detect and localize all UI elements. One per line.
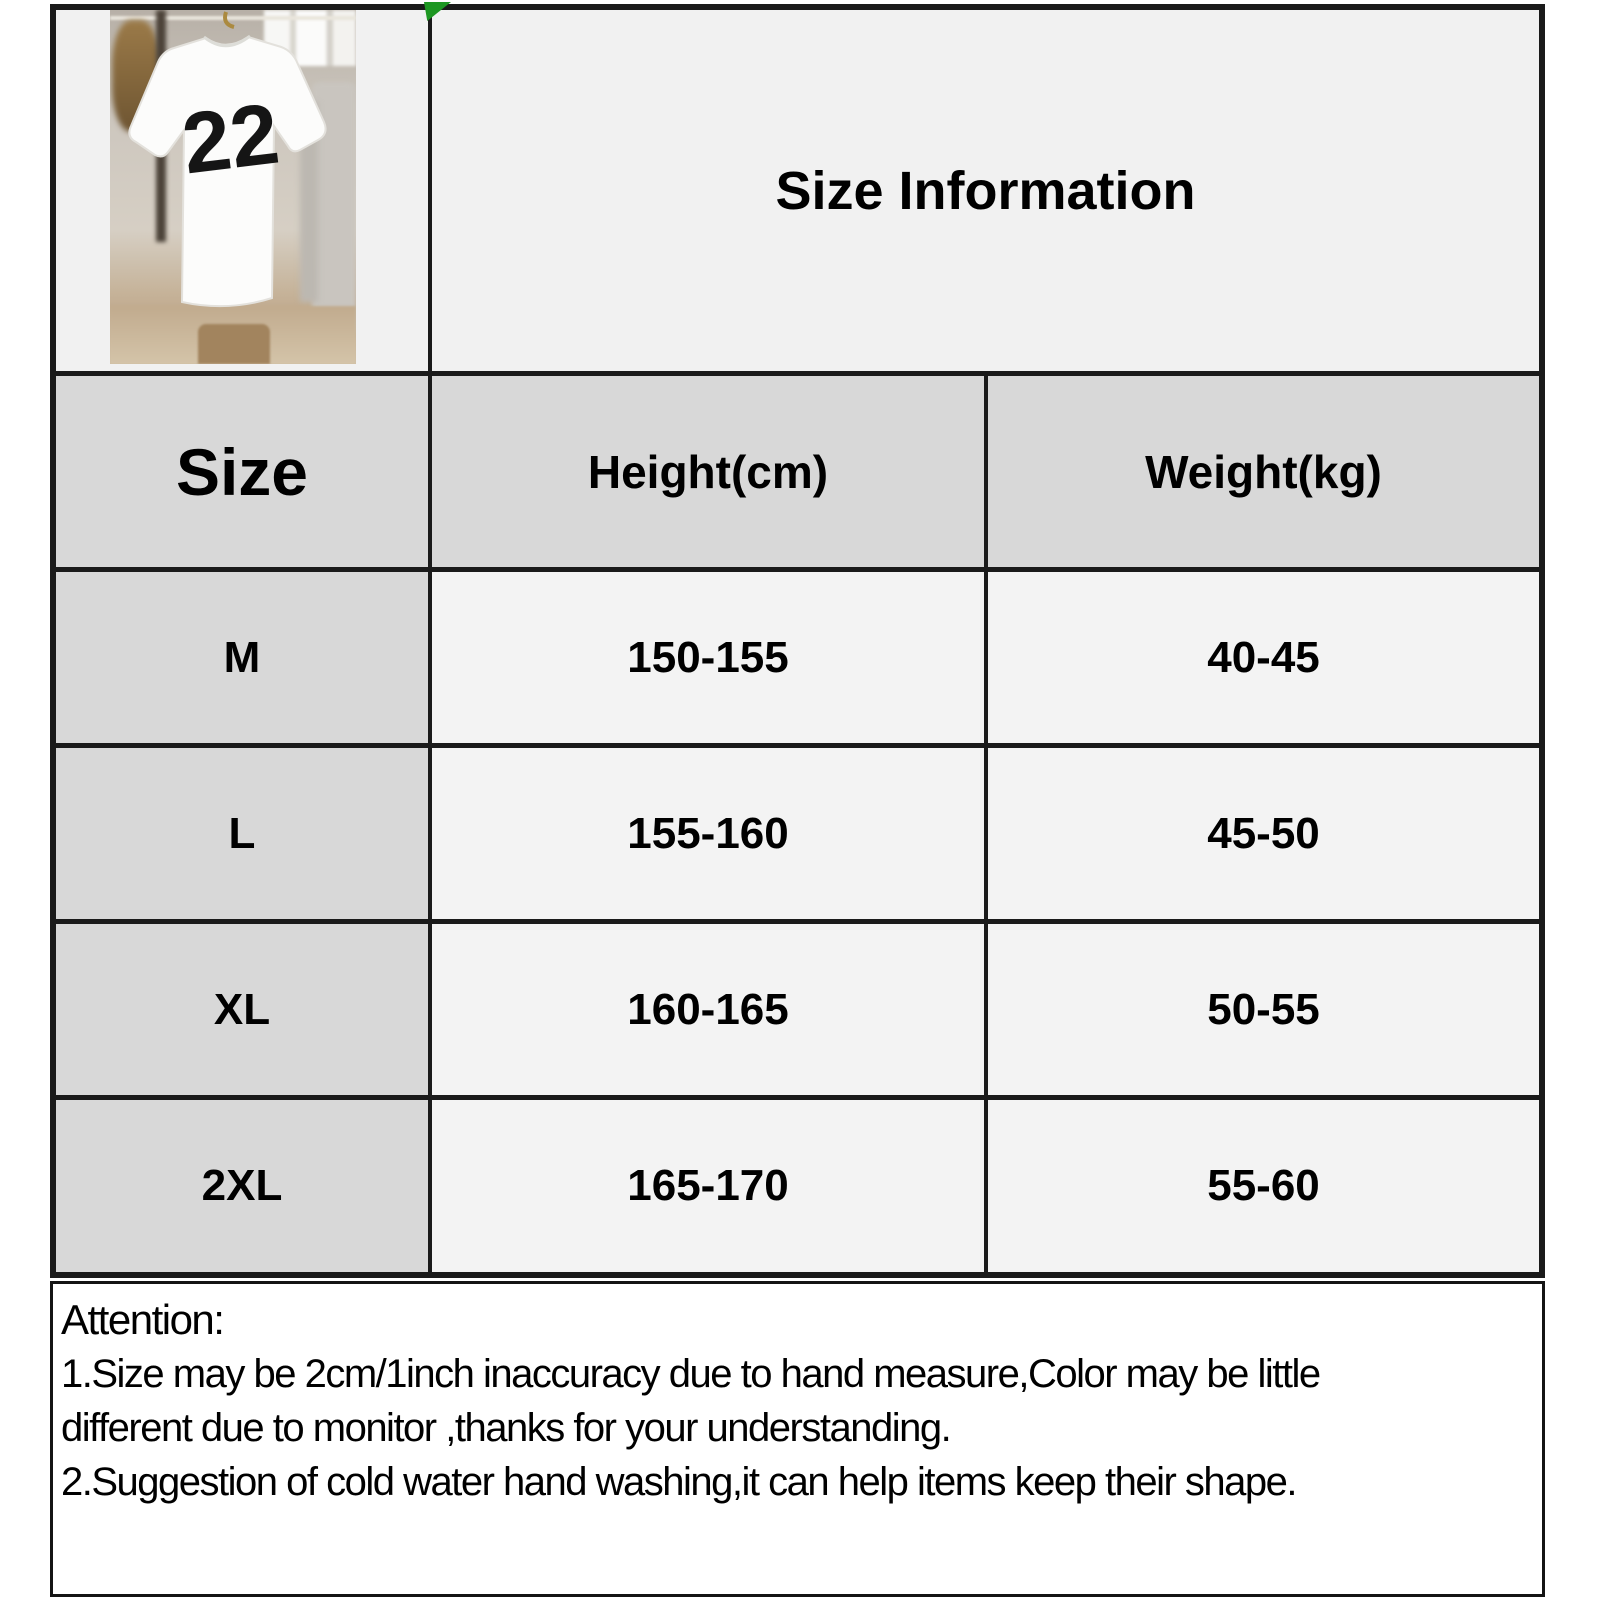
column-header-size: Size — [56, 376, 432, 572]
attention-note-2: 2.Suggestion of cold water hand washing,it can help items keep their shape. — [61, 1460, 1296, 1504]
row-m-weight: 40-45 — [988, 572, 1539, 748]
column-header-height: Height(cm) — [432, 376, 988, 572]
tshirt-graphic — [110, 10, 356, 364]
row-l-height: 155-160 — [432, 748, 988, 924]
attention-box — [50, 1281, 1545, 1597]
attention-note-1-line-1: 1.Size may be 2cm/1inch inaccuracy due to hand measure,Color may be little — [61, 1352, 1320, 1396]
row-xl-size: XL — [56, 924, 432, 1100]
row-m-size: M — [56, 572, 432, 748]
row-l-size: L — [56, 748, 432, 924]
product-photo-cell — [56, 10, 432, 376]
row-2xl-height: 165-170 — [432, 1100, 988, 1272]
row-l-weight: 45-50 — [988, 748, 1539, 924]
row-m-height: 150-155 — [432, 572, 988, 748]
page-title: Size Information — [432, 10, 1539, 376]
row-xl-weight: 50-55 — [988, 924, 1539, 1100]
hanger-hook-icon — [225, 12, 234, 27]
attention-note-1-line-2: different due to monitor ,thanks for your understanding. — [61, 1406, 951, 1450]
size-information-table — [50, 4, 1545, 1278]
row-2xl-weight: 55-60 — [988, 1100, 1539, 1272]
row-2xl-size: 2XL — [56, 1100, 432, 1272]
product-photo — [110, 10, 356, 364]
attention-title: Attention: — [61, 1296, 224, 1343]
shirt-number-print: 22 — [177, 85, 284, 193]
row-xl-height: 160-165 — [432, 924, 988, 1100]
column-header-weight: Weight(kg) — [988, 376, 1539, 572]
